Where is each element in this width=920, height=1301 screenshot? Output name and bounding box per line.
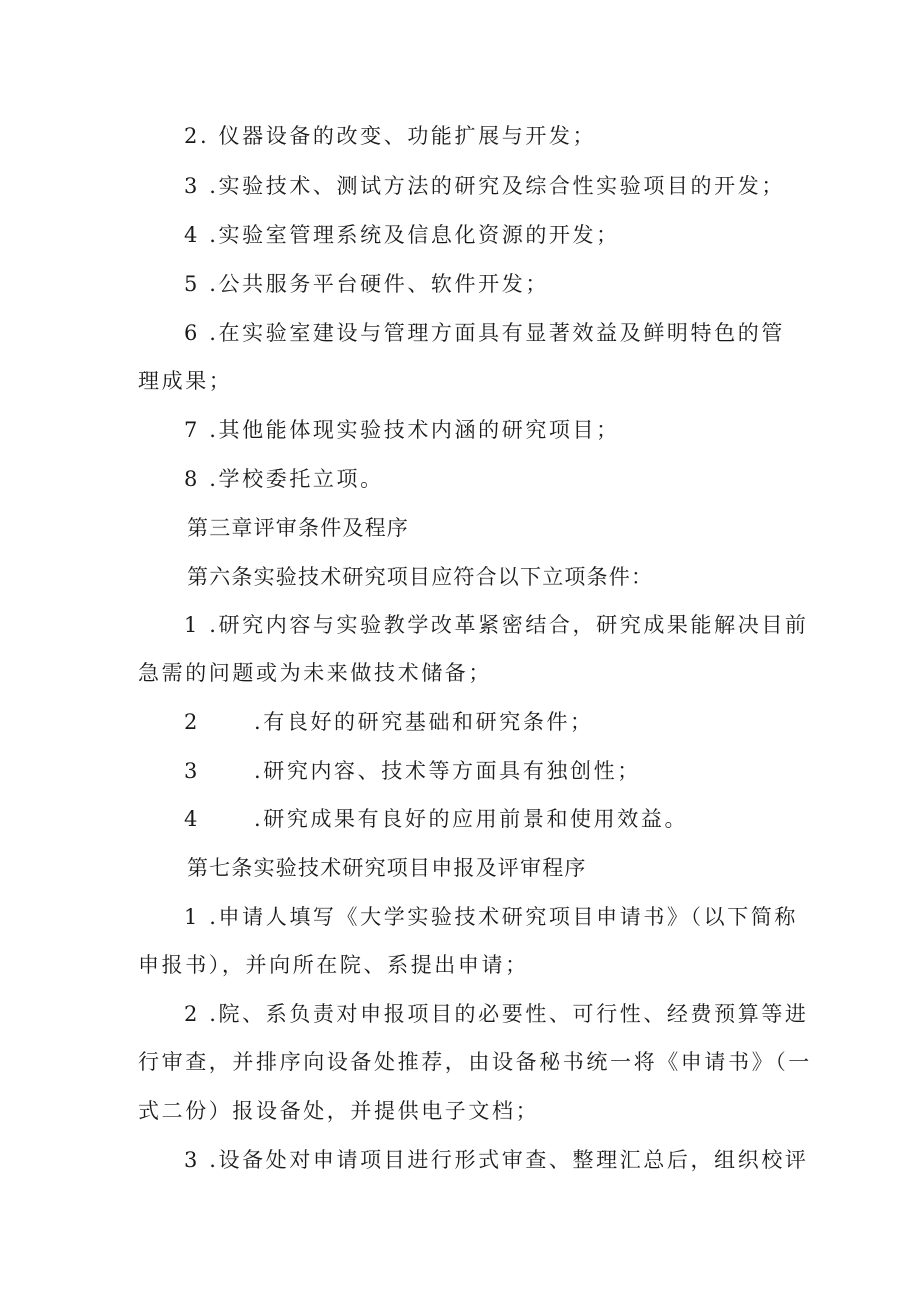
continuation-line bbox=[0, 658, 920, 688]
item-text: .研究内容、技术等方面具有独创性； bbox=[253, 759, 641, 783]
article-heading bbox=[0, 562, 920, 592]
item-text: 理成果； bbox=[138, 369, 233, 393]
chapter-heading-text: 第三章评审条件及程序 bbox=[187, 516, 409, 540]
list-item bbox=[0, 269, 920, 299]
item-number: 1 bbox=[184, 905, 200, 929]
item-text: .有良好的研究基础和研究条件； bbox=[253, 710, 594, 734]
item-number: 7 bbox=[184, 418, 200, 442]
continuation-line bbox=[0, 950, 920, 980]
continuation-line bbox=[0, 366, 920, 396]
item-text: 式二份）报设备处，并提供电子文档； bbox=[138, 1099, 540, 1123]
article-heading-text: 第六条实验技术研究项目应符合以下立项条件： bbox=[187, 565, 654, 589]
list-item bbox=[0, 318, 920, 348]
list-item bbox=[0, 804, 920, 834]
list-item bbox=[0, 464, 920, 494]
list-item bbox=[0, 220, 920, 250]
item-number: 4 bbox=[184, 223, 200, 247]
item-text: 行审查，并排序向设备处推荐，由设备秘书统一将《申请书》（一 bbox=[138, 1050, 812, 1074]
list-item bbox=[0, 610, 920, 640]
item-text: . 仪器设备的改变、功能扩展与开发； bbox=[199, 124, 597, 148]
continuation-line bbox=[0, 1096, 920, 1126]
item-number: 1 bbox=[184, 613, 200, 637]
list-item bbox=[0, 415, 920, 445]
list-item bbox=[0, 1145, 920, 1175]
item-text: .研究内容与实验教学改革紧密结合，研究成果能解决目前 bbox=[199, 613, 809, 637]
item-number: 5 bbox=[184, 272, 200, 296]
item-number: 2 bbox=[184, 1002, 200, 1026]
list-item bbox=[0, 999, 920, 1029]
item-text: .公共服务平台硬件、软件开发； bbox=[199, 272, 549, 296]
item-text: .研究成果有良好的应用前景和使用效益。 bbox=[253, 807, 689, 831]
item-number: 6 bbox=[184, 321, 200, 345]
article-heading-text: 第七条实验技术研究项目申报及评审程序 bbox=[187, 856, 587, 880]
list-item bbox=[0, 171, 920, 201]
item-text: .实验技术、测试方法的研究及综合性实验项目的开发； bbox=[199, 174, 785, 198]
item-number: 3 bbox=[184, 1148, 200, 1172]
item-number: 4 bbox=[184, 807, 200, 831]
item-text: .在实验室建设与管理方面具有显著效益及鲜明特色的管 bbox=[199, 321, 785, 345]
item-number: 2 bbox=[184, 124, 200, 148]
item-text: .院、系负责对申报项目的必要性、可行性、经费预算等进 bbox=[199, 1002, 809, 1026]
article-heading bbox=[0, 853, 920, 883]
item-number: 2 bbox=[184, 710, 200, 734]
item-text: .申请人填写《大学实验技术研究项目申请书》（以下简称 bbox=[199, 905, 799, 929]
item-text: .实验室管理系统及信息化资源的开发； bbox=[199, 223, 620, 247]
item-text: 急需的问题或为未来做技术储备； bbox=[138, 661, 492, 685]
item-number: 8 bbox=[184, 467, 200, 491]
item-text: .学校委托立项。 bbox=[199, 467, 384, 491]
continuation-line bbox=[0, 1047, 920, 1077]
item-text: 申报书），并向所在院、系提出申请； bbox=[138, 953, 529, 977]
item-text: .设备处对申请项目进行形式审查、整理汇总后，组织校评 bbox=[199, 1148, 809, 1172]
list-item bbox=[0, 121, 920, 151]
item-text: .其他能体现实验技术内涵的研究项目； bbox=[199, 418, 620, 442]
item-number: 3 bbox=[184, 759, 200, 783]
list-item bbox=[0, 756, 920, 786]
chapter-heading bbox=[0, 513, 920, 543]
list-item bbox=[0, 902, 920, 932]
item-number: 3 bbox=[184, 174, 200, 198]
list-item bbox=[0, 707, 920, 737]
